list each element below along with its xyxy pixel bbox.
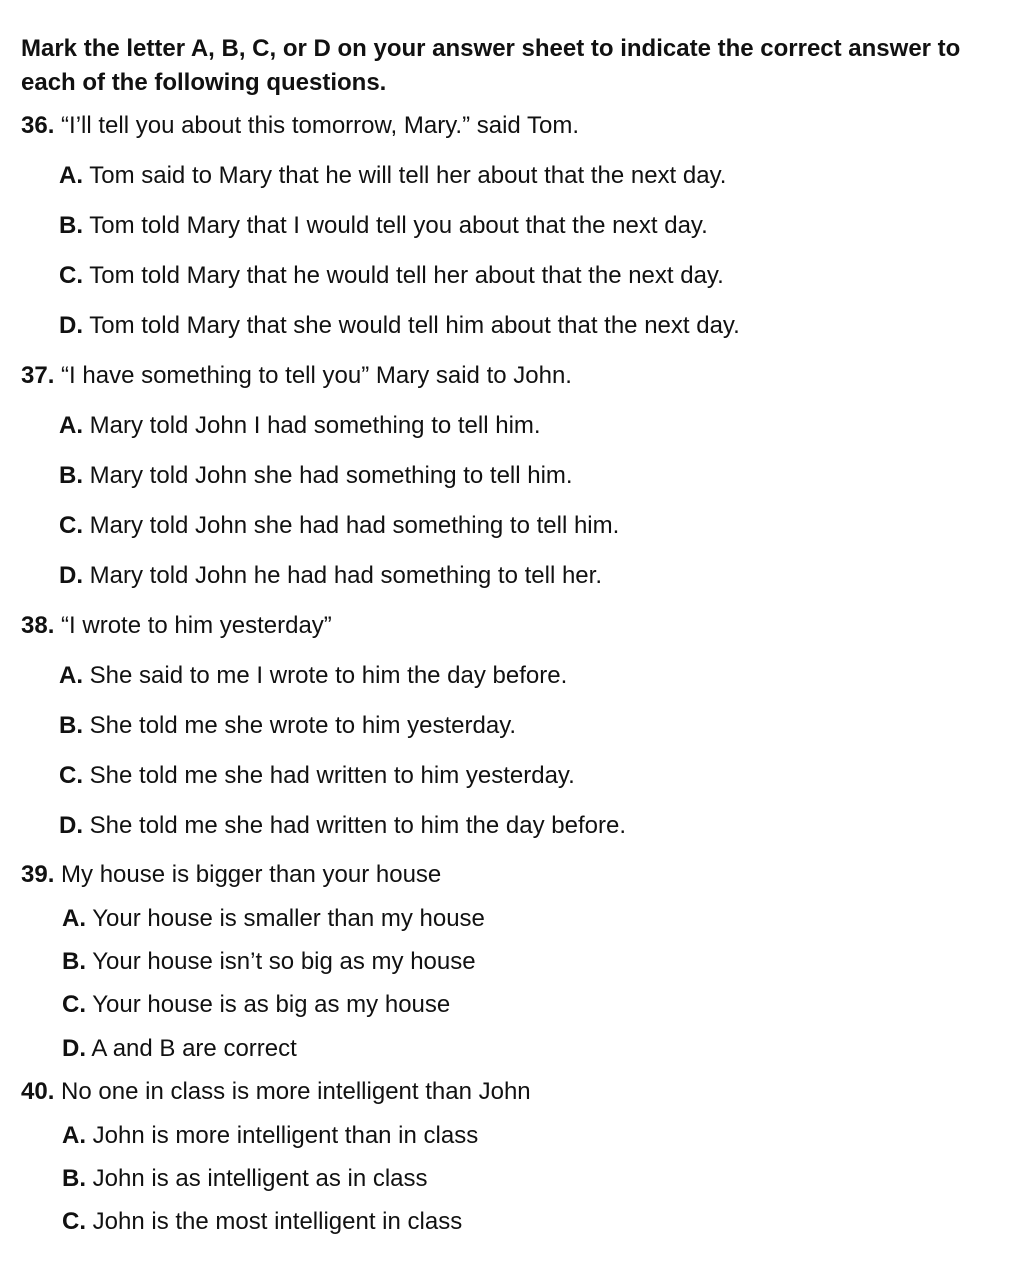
option-text: Your house is smaller than my house — [92, 905, 485, 932]
question-38-option-b — [59, 711, 516, 741]
option-letter: B. — [59, 712, 83, 739]
option-text: John is as intelligent as in class — [92, 1165, 428, 1192]
question-36-option-c — [59, 261, 724, 291]
question-38-option-a — [59, 661, 567, 691]
question-stem: “I wrote to him yesterday” — [61, 612, 332, 639]
option-letter: A. — [62, 1122, 86, 1149]
option-text: Tom told Mary that I would tell you about that the next day. — [89, 212, 708, 239]
option-letter: B. — [62, 948, 86, 975]
question-39-option-b — [62, 947, 476, 977]
option-letter: C. — [62, 1208, 86, 1235]
option-text: Mary told John he had had something to tell her. — [89, 562, 602, 589]
option-letter: B. — [59, 462, 83, 489]
question-38-option-d — [59, 811, 626, 841]
option-letter: A. — [59, 162, 83, 189]
question-36-option-b — [59, 211, 708, 241]
question-36-option-d — [59, 311, 740, 341]
question-37-option-b — [59, 461, 573, 491]
option-text: She told me she wrote to him yesterday. — [89, 712, 517, 739]
option-text: She said to me I wrote to him the day before. — [89, 662, 568, 689]
question-number: 38. — [21, 612, 55, 639]
option-letter: C. — [62, 991, 86, 1018]
option-letter: A. — [59, 662, 83, 689]
option-letter: B. — [62, 1165, 86, 1192]
option-letter: B. — [59, 212, 83, 239]
instruction-text: Mark the letter A, B, C, or D on your answer sheet to indicate the correct answer to each of the following questions. — [21, 35, 961, 96]
question-stem: “I have something to tell you” Mary said to John. — [61, 362, 572, 389]
option-letter: D. — [59, 312, 83, 339]
option-letter: C. — [59, 262, 83, 289]
option-text: Mary told John she had had something to tell him. — [89, 512, 620, 539]
option-text: She told me she had written to him yesterday. — [89, 762, 575, 789]
option-text: Mary told John I had something to tell him. — [89, 412, 541, 439]
question-39-option-c — [62, 990, 450, 1020]
option-text: Tom told Mary that she would tell him about that the next day. — [89, 312, 740, 339]
question-37-option-a — [59, 411, 541, 441]
question-37 — [21, 361, 572, 391]
question-stem: “I’ll tell you about this tomorrow, Mary.” said Tom. — [61, 112, 580, 139]
question-39-option-a — [62, 904, 485, 934]
question-36 — [21, 111, 579, 141]
option-text: Tom told Mary that he would tell her about that the next day. — [89, 262, 724, 289]
option-text: Your house is as big as my house — [92, 991, 451, 1018]
option-letter: D. — [62, 1035, 86, 1062]
question-37-option-d — [59, 561, 602, 591]
option-letter: C. — [59, 512, 83, 539]
question-39 — [21, 860, 441, 890]
option-text: John is the most intelligent in class — [92, 1208, 463, 1235]
question-number: 36. — [21, 112, 55, 139]
question-number: 40. — [21, 1078, 55, 1105]
question-40 — [21, 1077, 531, 1107]
question-number: 39. — [21, 861, 55, 888]
option-text: Tom said to Mary that he will tell her about that the next day. — [89, 162, 727, 189]
question-38-option-c — [59, 761, 575, 791]
question-stem: My house is bigger than your house — [61, 861, 442, 888]
option-letter: A. — [62, 905, 86, 932]
question-36-option-a — [59, 161, 726, 191]
option-text: John is more intelligent than in class — [92, 1122, 479, 1149]
option-letter: D. — [59, 562, 83, 589]
option-text: Your house isn’t so big as my house — [92, 948, 476, 975]
question-40-option-a — [62, 1121, 478, 1151]
question-stem: No one in class is more intelligent than John — [61, 1078, 531, 1105]
question-number: 37. — [21, 362, 55, 389]
question-38 — [21, 611, 332, 641]
option-text: Mary told John she had something to tell him. — [89, 462, 573, 489]
option-text: She told me she had written to him the day before. — [89, 812, 626, 839]
option-letter: A. — [59, 412, 83, 439]
question-37-option-c — [59, 511, 619, 541]
option-letter: D. — [59, 812, 83, 839]
option-letter: C. — [59, 762, 83, 789]
question-40-option-b — [62, 1164, 428, 1194]
option-text: A and B are correct — [91, 1035, 297, 1062]
question-39-option-d — [62, 1034, 297, 1064]
question-40-option-c — [62, 1207, 462, 1237]
